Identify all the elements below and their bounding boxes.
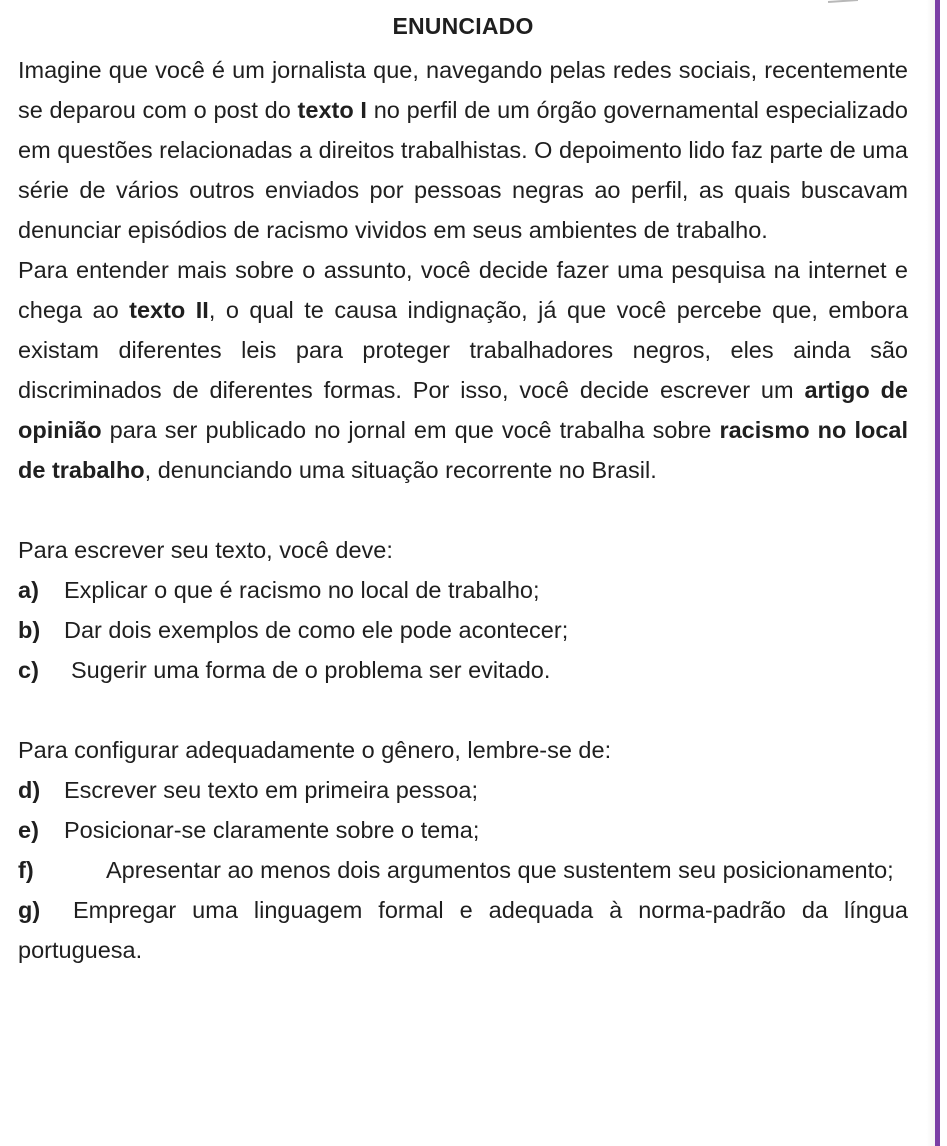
intro-p2-text-3: para ser publicado no jornal em que você trabalha sobre bbox=[101, 417, 720, 443]
intro-p2-bold-genre: artigo de opinião bbox=[18, 377, 908, 443]
document-body bbox=[18, 10, 908, 970]
list-item bbox=[18, 570, 908, 610]
document-title: ENUNCIADO bbox=[392, 13, 534, 39]
intro-p2-text-4: , denunciando uma situação recorrente no Brasil. bbox=[144, 457, 657, 483]
genre-intro: Para configurar adequadamente o gênero, lembre-se de: bbox=[18, 737, 612, 763]
list-item-letter: b) bbox=[18, 617, 41, 643]
page-border-rule bbox=[935, 0, 940, 1146]
list-item-text: Apresentar ao menos dois argumentos que sustentem seu posicionamento; bbox=[106, 857, 894, 883]
list-item bbox=[18, 810, 908, 850]
list-item-text: Empregar uma linguagem formal e adequada à norma-padrão da língua portuguesa. bbox=[18, 897, 908, 963]
intro-p2-bold-topic: racismo no local de trabalho bbox=[18, 417, 908, 483]
list-item bbox=[18, 650, 908, 690]
list-item bbox=[18, 770, 908, 810]
intro-p2-text-2: , o qual te causa indignação, já que você percebe que, embora existam diferentes leis para proteger trabalhadores negros, eles ainda são discriminados de diferentes formas. Por isso, você decide escrever um bbox=[18, 297, 909, 403]
intro-p1-text-1: Imagine que você é um jornalista que, navegando pelas redes sociais, recentemente se deparou com o post do bbox=[18, 57, 908, 123]
list-item-text: Sugerir uma forma de o problema ser evitado. bbox=[71, 657, 551, 683]
list-item-text: Posicionar-se claramente sobre o tema; bbox=[64, 817, 480, 843]
list-item bbox=[18, 850, 908, 890]
scan-mark bbox=[828, 0, 858, 3]
intro-p1-bold-texto-i: texto I bbox=[297, 97, 367, 123]
spacer bbox=[18, 690, 908, 730]
intro-p1-text-2: no perfil de um órgão governamental especializado em questões relacionadas a direitos trabalhistas. O depoimento lido faz parte de uma série de vários outros enviados por pessoas negras ao perfil, as quais buscavam denunciar episódios de racismo vividos em seus ambientes de trabalho. bbox=[18, 97, 908, 243]
list-item-text: Dar dois exemplos de como ele pode acontecer; bbox=[64, 617, 569, 643]
list-item bbox=[18, 610, 908, 650]
list-item-letter: a) bbox=[18, 577, 39, 603]
list-item-letter: d) bbox=[18, 777, 41, 803]
list-item-text: Explicar o que é racismo no local de trabalho; bbox=[64, 577, 540, 603]
scan-shadow bbox=[926, 0, 935, 1146]
intro-p2-bold-texto-ii: texto II bbox=[129, 297, 209, 323]
intro-paragraph-1 bbox=[18, 50, 908, 250]
list-item-letter: f) bbox=[18, 857, 34, 883]
list-item-letter: g) bbox=[18, 897, 41, 923]
intro-paragraph-2 bbox=[18, 250, 908, 490]
tasks-intro: Para escrever seu texto, você deve: bbox=[18, 537, 393, 563]
intro-p2-text-1: Para entender mais sobre o assunto, você decide fazer uma pesquisa na internet e chega ao bbox=[18, 257, 908, 323]
spacer bbox=[18, 490, 908, 530]
list-item-letter: e) bbox=[18, 817, 39, 843]
list-item bbox=[18, 890, 908, 970]
list-item-text: Escrever seu texto em primeira pessoa; bbox=[64, 777, 479, 803]
list-item-letter: c) bbox=[18, 657, 39, 683]
